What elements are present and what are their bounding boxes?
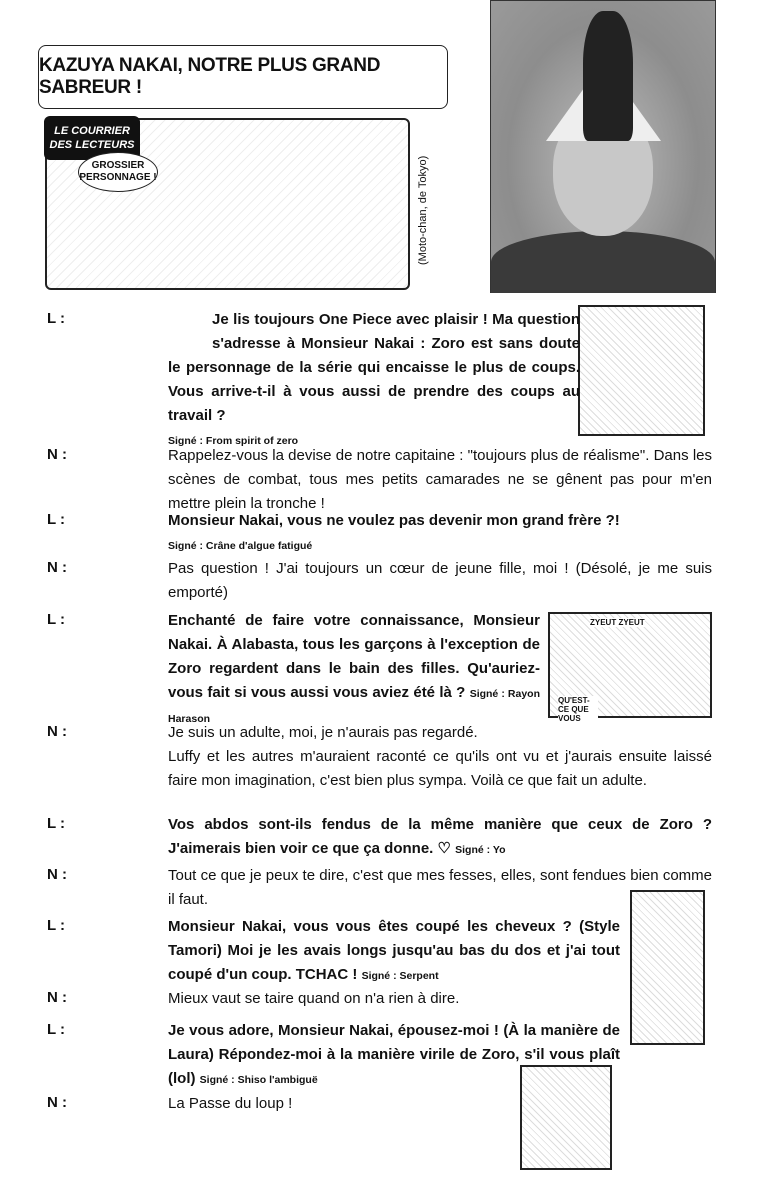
zoro-haircut-panel [630, 890, 705, 1045]
speaker-label: N : [47, 559, 67, 576]
nakai-answer: La Passe du loup ! [168, 1095, 293, 1112]
answer-text: Je suis un adulte, moi, je n'aurais pas regardé. [168, 724, 478, 741]
alabasta-panel [548, 612, 712, 723]
signature: Signé : Serpent [361, 970, 439, 982]
speaker-label: N : [47, 446, 67, 463]
page-title: KAZUYA NAKAI, NOTRE PLUS GRAND SABREUR ! [38, 45, 448, 109]
speaker-label: L : [47, 815, 66, 832]
speaker-label: L : [47, 1021, 66, 1038]
signature: Signé : Yo [455, 844, 506, 856]
question-text: Je lis toujours One Piece avec plaisir ! Ma question s'adresse à Monsieur Nakai : Zoro est sans doute le personnage de la série qui encaisse le plus de coups. Vous arrive-t-il à vous aussi de prendre des coups au travail ? [168, 311, 580, 424]
answer-text: Luffy et les autres m'auraient raconté ce qu'ils ont vu et j'aurais ensuite laissé faire mon imagination, c'est bien plus sympa. Voilà ce que fait un adulte. [168, 748, 712, 789]
reader-question [168, 915, 620, 988]
reader-question [168, 509, 712, 558]
panel-caption: QU'EST-CE QUE VOUS [558, 696, 598, 723]
nakai-answer [168, 721, 712, 793]
signature: Signé : Rayon Harason [168, 688, 541, 725]
question-text: Je vous adore, Monsieur Nakai, épousez-moi ! (À la manière de Laura) Répondez-moi à la manière virile de Zoro, s'il vous plaît (lol) [168, 1022, 620, 1087]
nakai-answer: Rappelez-vous la devise de notre capitaine : "toujours plus de réalisme". Dans les scènes de combat, tous mes petits camarades ne se gênent pas pour m'en mettre plein la tronche ! [168, 447, 712, 512]
speaker-label: N : [47, 723, 67, 740]
illustration-credit: (Moto-chan, de Tokyo) [417, 155, 429, 265]
signature: Signé : Shiso l'ambiguë [199, 1074, 318, 1086]
signature: Signé : From spirit of zero [168, 435, 299, 447]
question-text: Monsieur Nakai, vous vous êtes coupé les cheveux ? (Style Tamori) Moi je les avais longs jusqu'au bas du dos et j'ai tout coupé d'un coup. TCHAC ! [168, 918, 620, 983]
speaker-label: L : [47, 511, 66, 528]
speaker-label: L : [47, 917, 66, 934]
question-text: Enchanté de faire votre connaissance, Monsieur Nakai. À Alabasta, tous les garçons à l'exception de Zoro regardent dans le bain des filles. Qu'auriez-vous fait si vous aussi vous aviez été là ? [168, 612, 540, 701]
speaker-label: N : [47, 866, 67, 883]
nakai-answer: Tout ce que je peux te dire, c'est que mes fesses, elles, sont fendues bien comme il faut. [168, 867, 712, 908]
nakai-answer: Pas question ! J'ai toujours un cœur de jeune fille, moi ! (Désolé, je me suis emporté) [168, 560, 712, 601]
speaker-label: N : [47, 1094, 67, 1111]
reader-question [168, 813, 712, 862]
nakai-answer: Mieux vaut se taire quand on n'a rien à dire. [168, 990, 460, 1007]
question-text: Vos abdos sont-ils fendus de la même manière que ceux de Zoro ? J'aimerais bien voir ce que ça donne. ♡ [168, 816, 712, 857]
speech-bubble: GROSSIER PERSONNAGE ! [78, 152, 158, 192]
author-photo [490, 0, 716, 293]
reader-question [168, 1019, 620, 1092]
reader-question [168, 609, 540, 731]
speaker-label: L : [47, 611, 66, 628]
panel-caption: ZYEUT ZYEUT [590, 618, 645, 627]
speaker-label: L : [47, 310, 66, 327]
signature: Signé : Crâne d'algue fatigué [168, 540, 313, 552]
reader-question [168, 308, 580, 453]
question-text: Monsieur Nakai, vous ne voulez pas devenir mon grand frère ?! [168, 512, 620, 529]
speaker-label: N : [47, 989, 67, 1006]
zoro-panel [578, 305, 705, 436]
section-badge: LE COURRIER DES LECTEURS [44, 116, 140, 160]
